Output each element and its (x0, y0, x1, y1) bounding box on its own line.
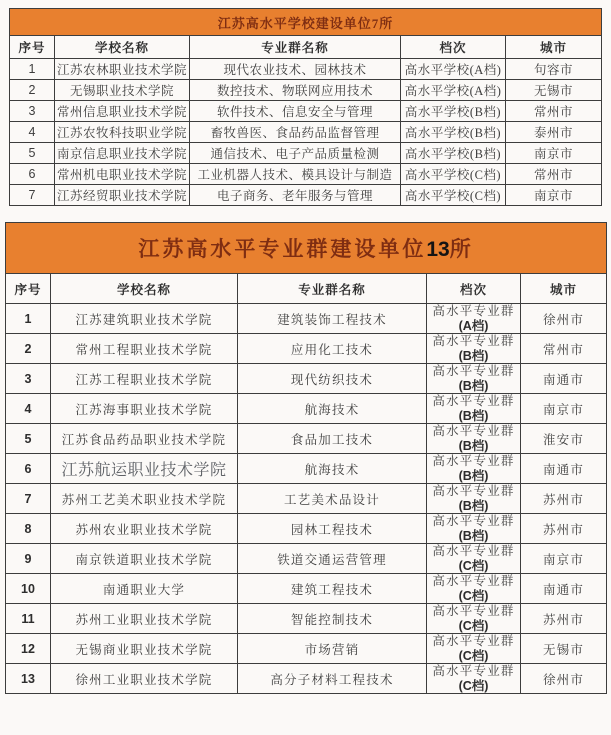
group-table-title-text: 江苏高水平专业群建设单位 (138, 237, 427, 261)
tier-line2: (C档) (458, 619, 489, 633)
cell-tier (427, 634, 521, 664)
school-table-header-row (10, 36, 602, 59)
cell-tier (427, 514, 521, 544)
table-row (6, 394, 607, 424)
cell-school: 常州机电职业技术学院 (55, 164, 190, 185)
table-row (6, 634, 607, 664)
tier-line2: (B档) (458, 499, 489, 513)
cell-tier (427, 304, 521, 334)
cell-school: 江苏农林职业技术学院 (55, 59, 190, 80)
cell-no: 6 (6, 454, 51, 484)
cell-group: 航海技术 (238, 394, 427, 424)
cell-tier: 高水平学校(B档) (401, 101, 506, 122)
tier-line2: (A档) (458, 319, 489, 333)
tier-line1: 高水平专业群 (432, 604, 515, 618)
cell-no: 13 (6, 664, 51, 694)
cell-school: 常州工程职业技术学院 (51, 334, 238, 364)
tier-line1: 高水平专业群 (432, 664, 515, 678)
cell-no: 2 (6, 334, 51, 364)
table-row (10, 59, 602, 80)
table-row (6, 544, 607, 574)
cell-group: 现代农业技术、园林技术 (190, 59, 401, 80)
tier-line1: 高水平专业群 (432, 364, 515, 378)
tier-line1: 高水平专业群 (432, 634, 515, 648)
cell-tier (427, 484, 521, 514)
table-row (10, 122, 602, 143)
cell-city: 常州市 (506, 164, 602, 185)
cell-no: 5 (10, 143, 55, 164)
cell-tier: 高水平学校(C档) (401, 185, 506, 206)
cell-group: 软件技术、信息安全与管理 (190, 101, 401, 122)
cell-school: 苏州工艺美术职业技术学院 (51, 484, 238, 514)
tier-line1: 高水平专业群 (432, 544, 515, 558)
school-table (9, 8, 602, 206)
cell-tier (427, 454, 521, 484)
tier-line1: 高水平专业群 (432, 484, 515, 498)
column-header: 档次 (427, 274, 521, 304)
group-table-title-count: 13 (426, 238, 450, 261)
cell-city: 南京市 (521, 394, 607, 424)
tier-line2: (B档) (458, 469, 489, 483)
column-header: 档次 (401, 36, 506, 59)
cell-city: 徐州市 (521, 304, 607, 334)
cell-no: 3 (6, 364, 51, 394)
cell-no: 4 (10, 122, 55, 143)
cell-tier (427, 604, 521, 634)
tier-line2: (C档) (458, 679, 489, 693)
cell-tier (427, 394, 521, 424)
cell-group: 铁道交通运营管理 (238, 544, 427, 574)
cell-city: 句容市 (506, 59, 602, 80)
cell-group: 现代纺织技术 (238, 364, 427, 394)
table-row (6, 304, 607, 334)
cell-no: 9 (6, 544, 51, 574)
group-table (5, 222, 607, 694)
cell-no: 11 (6, 604, 51, 634)
cell-school: 苏州农业职业技术学院 (51, 514, 238, 544)
tier-line1: 高水平专业群 (432, 304, 515, 318)
cell-school: 无锡职业技术学院 (55, 80, 190, 101)
table-row (10, 185, 602, 206)
cell-city: 南京市 (521, 544, 607, 574)
cell-group: 通信技术、电子产品质量检测 (190, 143, 401, 164)
cell-tier: 高水平学校(A档) (401, 59, 506, 80)
cell-school: 江苏工程职业技术学院 (51, 364, 238, 394)
cell-no: 5 (6, 424, 51, 454)
tier-line2: (B档) (458, 379, 489, 393)
cell-tier (427, 544, 521, 574)
tier-line1: 高水平专业群 (432, 514, 515, 528)
cell-school: 江苏食品药品职业技术学院 (51, 424, 238, 454)
cell-group: 工业机器人技术、模具设计与制造 (190, 164, 401, 185)
cell-city: 泰州市 (506, 122, 602, 143)
table-row (10, 101, 602, 122)
tier-line1: 高水平专业群 (432, 334, 515, 348)
cell-city: 苏州市 (521, 484, 607, 514)
cell-city: 无锡市 (506, 80, 602, 101)
column-header: 学校名称 (55, 36, 190, 59)
cell-tier (427, 664, 521, 694)
table-row (6, 664, 607, 694)
tier-line1: 高水平专业群 (432, 454, 515, 468)
cell-city: 无锡市 (521, 634, 607, 664)
cell-tier (427, 364, 521, 394)
cell-school: 南京信息职业技术学院 (55, 143, 190, 164)
column-header: 序号 (10, 36, 55, 59)
cell-school: 常州信息职业技术学院 (55, 101, 190, 122)
cell-tier: 高水平学校(B档) (401, 143, 506, 164)
table-row (10, 143, 602, 164)
group-table-body (6, 304, 607, 694)
cell-no: 12 (6, 634, 51, 664)
tier-line2: (B档) (458, 529, 489, 543)
tier-line2: (C档) (458, 649, 489, 663)
cell-city: 南通市 (521, 454, 607, 484)
cell-school: 江苏农牧科技职业学院 (55, 122, 190, 143)
cell-tier: 高水平学校(A档) (401, 80, 506, 101)
cell-group: 建筑工程技术 (238, 574, 427, 604)
cell-no: 2 (10, 80, 55, 101)
cell-school: 南通职业大学 (51, 574, 238, 604)
cell-tier: 高水平学校(B档) (401, 122, 506, 143)
cell-group: 智能控制技术 (238, 604, 427, 634)
cell-tier (427, 574, 521, 604)
table-row (6, 574, 607, 604)
group-table-title-suffix: 所 (449, 237, 474, 261)
cell-no: 1 (6, 304, 51, 334)
cell-group: 应用化工技术 (238, 334, 427, 364)
cell-no: 7 (6, 484, 51, 514)
group-table-title-row (6, 223, 607, 274)
cell-group: 建筑装饰工程技术 (238, 304, 427, 334)
cell-school: 无锡商业职业技术学院 (51, 634, 238, 664)
column-header: 专业群名称 (238, 274, 427, 304)
cell-city: 南京市 (506, 185, 602, 206)
cell-city: 苏州市 (521, 514, 607, 544)
school-table-title-row (10, 9, 602, 36)
column-header: 城市 (506, 36, 602, 59)
page (0, 8, 611, 694)
cell-group: 工艺美术品设计 (238, 484, 427, 514)
tier-line1: 高水平专业群 (432, 394, 515, 408)
cell-school: 江苏航运职业技术学院 (51, 454, 238, 484)
cell-school: 江苏建筑职业技术学院 (51, 304, 238, 334)
group-table-title (6, 223, 607, 274)
cell-school: 苏州工业职业技术学院 (51, 604, 238, 634)
tier-line2: (B档) (458, 409, 489, 423)
cell-group: 市场营销 (238, 634, 427, 664)
column-header: 学校名称 (51, 274, 238, 304)
school-table-title: 江苏高水平学校建设单位7所 (10, 9, 602, 36)
cell-city: 淮安市 (521, 424, 607, 454)
cell-no: 10 (6, 574, 51, 604)
cell-school: 徐州工业职业技术学院 (51, 664, 238, 694)
cell-city: 南通市 (521, 364, 607, 394)
tier-line1: 高水平专业群 (432, 574, 515, 588)
table-row (6, 484, 607, 514)
cell-city: 苏州市 (521, 604, 607, 634)
table-row (6, 604, 607, 634)
cell-group: 园林工程技术 (238, 514, 427, 544)
cell-tier: 高水平学校(C档) (401, 164, 506, 185)
table-row (10, 164, 602, 185)
group-table-header-row (6, 274, 607, 304)
cell-no: 8 (6, 514, 51, 544)
cell-city: 常州市 (506, 101, 602, 122)
tier-line1: 高水平专业群 (432, 424, 515, 438)
cell-school: 江苏经贸职业技术学院 (55, 185, 190, 206)
cell-no: 3 (10, 101, 55, 122)
tier-line2: (B档) (458, 439, 489, 453)
table-row (6, 514, 607, 544)
cell-tier (427, 424, 521, 454)
table-row (6, 424, 607, 454)
cell-no: 4 (6, 394, 51, 424)
cell-group: 航海技术 (238, 454, 427, 484)
cell-city: 常州市 (521, 334, 607, 364)
cell-no: 7 (10, 185, 55, 206)
column-header: 序号 (6, 274, 51, 304)
tier-line2: (C档) (458, 559, 489, 573)
table-row (6, 454, 607, 484)
tier-line2: (C档) (458, 589, 489, 603)
cell-group: 畜牧兽医、食品药品监督管理 (190, 122, 401, 143)
table-row (6, 334, 607, 364)
school-table-body (10, 59, 602, 206)
cell-city: 南京市 (506, 143, 602, 164)
column-header: 专业群名称 (190, 36, 401, 59)
cell-group: 高分子材料工程技术 (238, 664, 427, 694)
cell-city: 徐州市 (521, 664, 607, 694)
cell-group: 食品加工技术 (238, 424, 427, 454)
cell-tier (427, 334, 521, 364)
cell-no: 6 (10, 164, 55, 185)
tier-line2: (B档) (458, 349, 489, 363)
cell-group: 电子商务、老年服务与管理 (190, 185, 401, 206)
table-row (6, 364, 607, 394)
cell-city: 南通市 (521, 574, 607, 604)
cell-school: 南京铁道职业技术学院 (51, 544, 238, 574)
cell-group: 数控技术、物联网应用技术 (190, 80, 401, 101)
column-header: 城市 (521, 274, 607, 304)
table-row (10, 80, 602, 101)
cell-no: 1 (10, 59, 55, 80)
cell-school: 江苏海事职业技术学院 (51, 394, 238, 424)
